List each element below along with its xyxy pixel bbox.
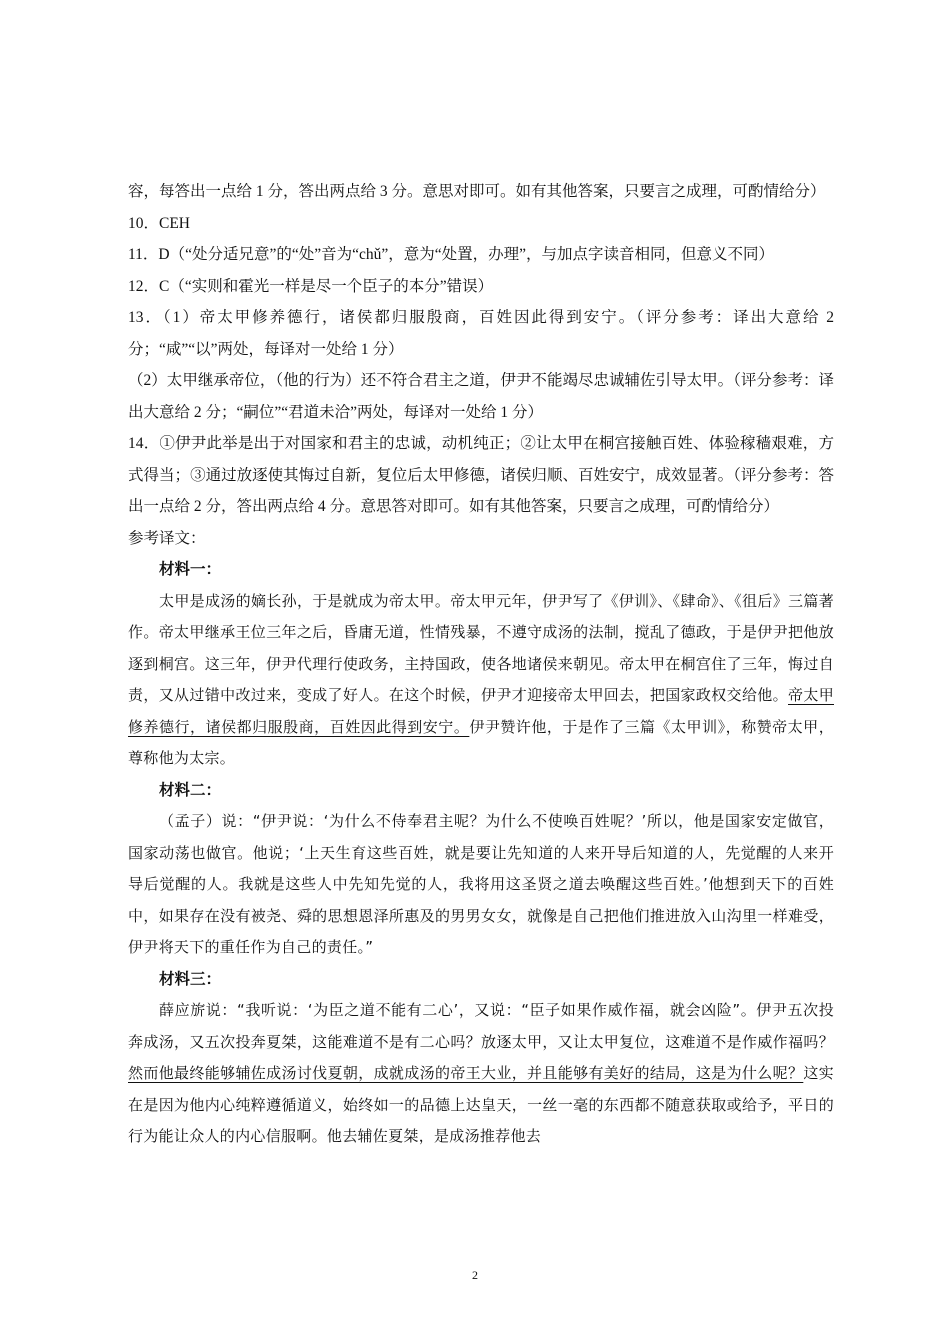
material-1-text: 太甲是成汤的嫡长孙，于是就成为帝太甲。帝太甲元年，伊尹写了《伊训》、《肆命》、《徂后》三篇著作。帝太甲继承王位三年之后，昏庸无道，性情残暴，不遵守成汤的法制，搅乱了德政，于是伊尹把他放逐到桐宫。这三年，伊尹代理行使政务，主持国政，使各地诸侯来朝见。帝太甲在桐宫住了三年，悔过自责，又从过错中改过来，变成了好人。在这个时候，伊尹才迎接帝太甲回去，把国家政权交给他。 [128,591,834,704]
material-2-paragraph: （孟子）说：“伊尹说：‘为什么不侍奉君主呢？为什么不使唤百姓呢？’所以，他是国家安定做官，国家动荡也做官。他说；‘上天生育这些百姓，就是要让先知道的人来开导后知道的人，先觉醒的人来开导后觉醒的人。我就是这些人中先知先觉的人，我将用这圣贤之道去唤醒这些百姓。’他想到天下的百姓中，如果存在没有被尧、舜的思想恩泽所惠及的男男女女，就像是自己把他们推进放入山沟里一样难受，伊尹将天下的重任作为自己的责任。” [128,812,834,956]
reference-translation-title: 参考译文： [128,529,206,547]
answer-10: 10．CEH [128,214,191,232]
answer-13-part-1: 13．（1）帝太甲修养德行，诸侯都归服殷商，百姓因此得到安宁。（评分参考：译出大意给 2 分；“咸”“以”两处，每译对一处给 1 分） [128,309,834,358]
page-content [128,176,834,1153]
material-3-paragraph [128,995,834,1153]
material-3-text-tail: 这实在是因为他内心纯粹遵循道义，始终如一的品德上达皇天，一丝一毫的东西都不随意获取或给予，平日的行为能让众人的内心信服啊。他去辅佐夏桀，是成汤推荐他去 [128,1064,834,1145]
material-3-underlined-sentence: 然而他最终能够辅佐成汤讨伐夏朝，成就成汤的帝王大业，并且能够有美好的结局，这是为什么呢？ [128,1064,804,1082]
answer-13-part-2: （2）太甲继承帝位，（他的行为）还不符合君主之道，伊尹不能竭尽忠诚辅佐引导太甲。（评分参考：译出大意给 2 分；“嗣位”“君道未洽”两处，每译对一处给 1 分） [128,372,834,421]
material-3-text: 薛应旂说：“我听说：‘为臣之道不能有二心’，又说：“臣子如果作威作福，就会凶险”。伊尹五次投奔成汤，又五次投奔夏桀，这能难道不是有二心吗？放逐太甲，又让太甲复位，这难道不是作威作福吗？ [128,1001,834,1051]
answer-12: 12．C（“实则和霍光一样是尽一个臣子的本分”错误） [128,277,494,295]
material-1-underlined-sentence: 帝太甲修养德行，诸侯都归服殷商，百姓因此得到安宁。 [128,686,834,736]
material-1-paragraph [128,586,834,775]
material-1-text-tail: 伊尹赞许他，于是作了三篇《太甲训》，称赞帝太甲，尊称他为太宗。 [128,717,834,767]
material-1-heading: 材料一： [159,560,222,578]
answer-11: 11．D（“处分适兄意”的“处”音为“chǔ”，意为“处置，办理”，与加点字读音相同，但意义不同） [128,246,775,263]
material-2-heading: 材料二： [159,780,222,799]
page-number: 2 [472,1268,478,1282]
material-3-heading: 材料三： [159,969,222,988]
answer-9-continued: 容，每答出一点给 1 分，答出两点给 3 分。意思对即可。如有其他答案，只要言之成理，可酌情给分） [128,183,826,200]
answer-14: 14．①伊尹此举是出于对国家和君主的忠诚，动机纯正；②让太甲在桐宫接触百姓、体验稼穑艰难，方式得当；③通过放逐使其悔过自新，复位后太甲修德，诸侯归顺、百姓安宁，成效显著。（评分参考：答出一点给 2 分，答出两点给 4 分。意思答对即可。如有其他答案，只要言之成理，可酌情给分） [128,435,834,515]
